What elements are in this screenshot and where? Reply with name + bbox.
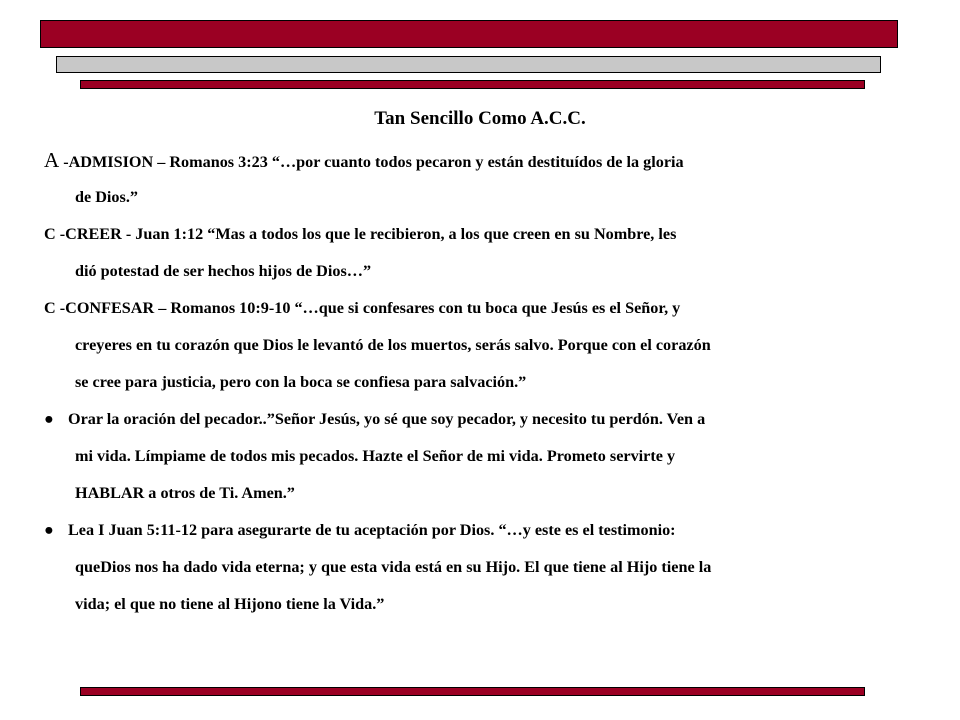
thin-red-bar [80, 80, 865, 89]
top-red-bar [40, 20, 898, 48]
gray-bar [56, 56, 881, 73]
line-continuation: se cree para justicia, pero con la boca se confiesa para salvación.” [75, 373, 527, 391]
line-text: Lea I Juan 5:11-12 para asegurarte de tu aceptación por Dios. “…y este es el testimonio: [68, 521, 676, 539]
bullet-item-lea [44, 518, 934, 555]
line-continuation: mi vida. Límpiame de todos mis pecados. Hazte el Señor de mi vida. Prometo servirte y [75, 447, 676, 465]
bullet-icon: ● [44, 521, 54, 539]
bullet-item-orar [44, 407, 934, 444]
line-text: Orar la oración del pecador..”Señor Jesús, yo sé que soy pecador, y necesito tu perdón. Ven a [68, 410, 706, 428]
line-continuation: de Dios.” [75, 188, 138, 206]
slide-body [44, 148, 934, 629]
line-continuation: vida; el que no tiene al Hijono tiene la Vida.” [75, 595, 385, 613]
line-continuation: creyeres en tu corazón que Dios le levantó de los muertos, serás salvo. Porque con el corazón [75, 336, 711, 354]
line-creer: C -CREER - Juan 1:12 “Mas a todos los que le recibieron, a los que creen en su Nombre, les [44, 225, 677, 243]
bullet-icon: ● [44, 410, 54, 428]
line-continuation: dió potestad de ser hechos hijos de Dios…” [75, 262, 372, 280]
lead-letter-a: A [44, 148, 60, 172]
line-continuation: queDios nos ha dado vida eterna; y que esta vida está en su Hijo. El que tiene al Hijo tiene la [75, 558, 712, 576]
line-admision [44, 148, 934, 185]
line-confesar: C -CONFESAR – Romanos 10:9-10 “…que si confesares con tu boca que Jesús es el Señor, y [44, 299, 681, 317]
slide-title: Tan Sencillo Como A.C.C. [374, 108, 586, 129]
bottom-red-bar [80, 687, 865, 696]
line-text: -ADMISION – Romanos 3:23 “…por cuanto todos pecaron y están destituídos de la gloria [63, 153, 684, 171]
line-continuation: HABLAR a otros de Ti. Amen.” [75, 484, 295, 502]
